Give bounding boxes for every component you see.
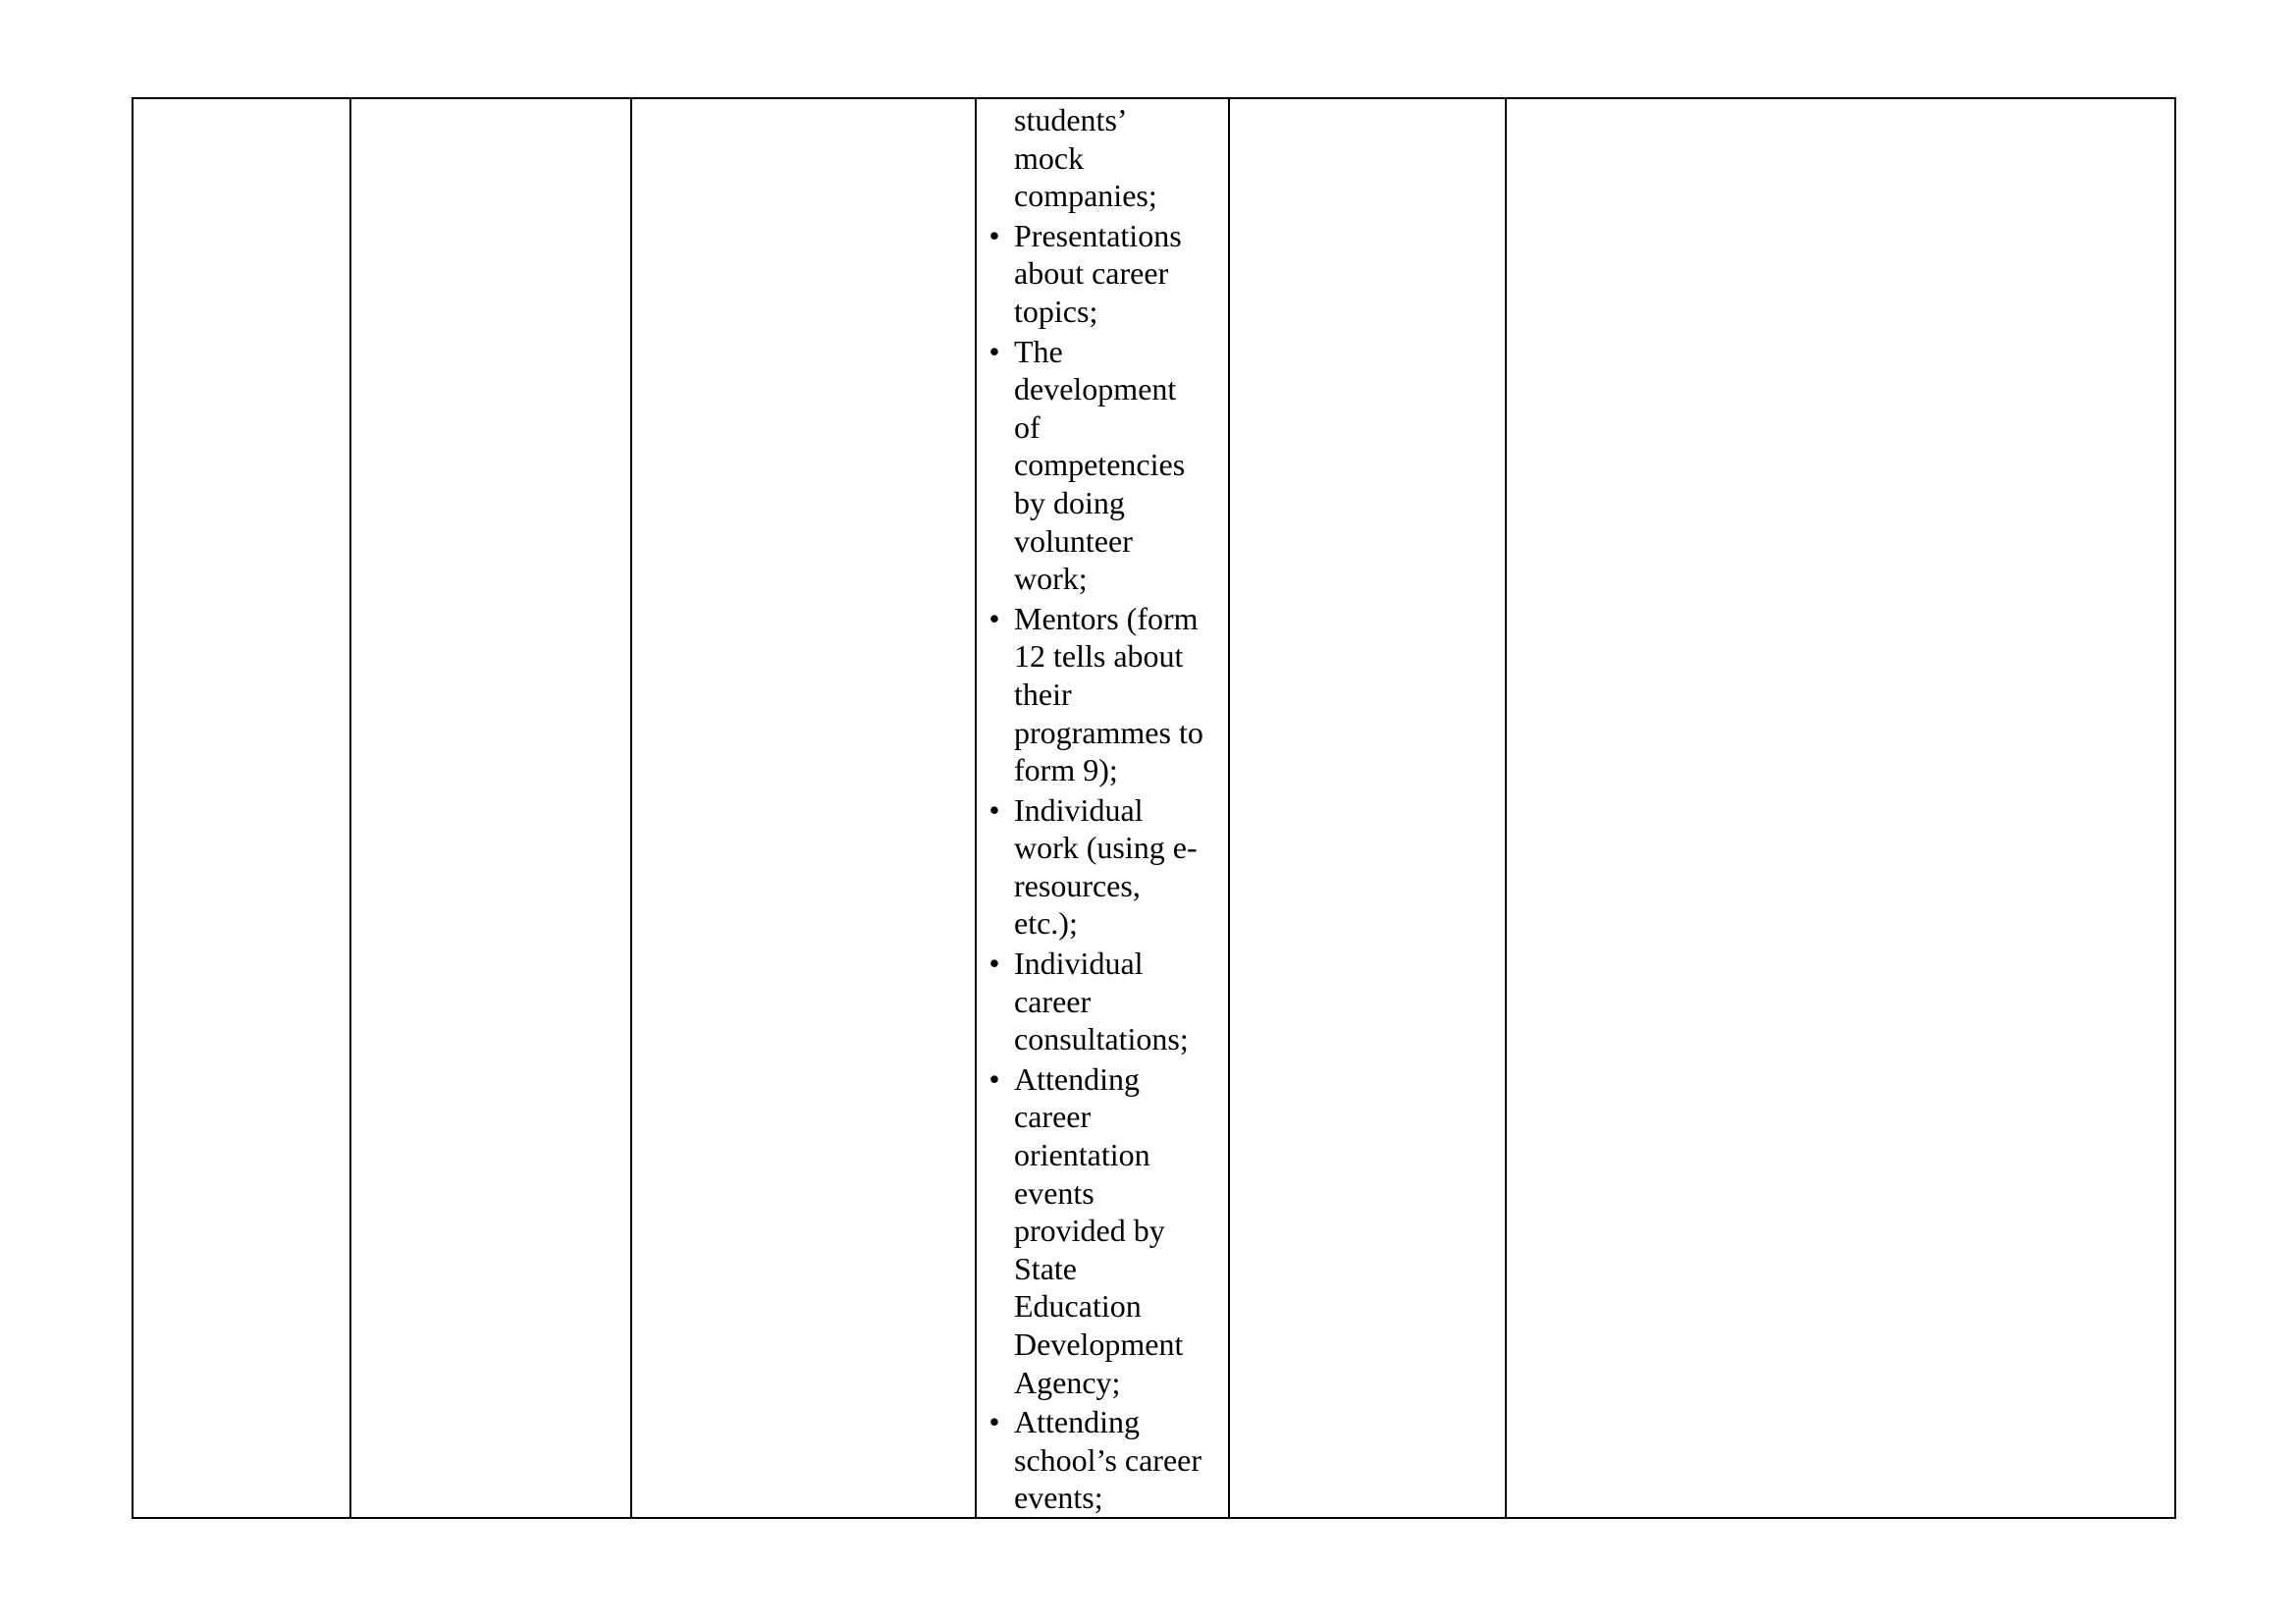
text-line: resources, [1014,867,1141,903]
text-line: events; [1014,1480,1103,1516]
text-line: events [1014,1174,1095,1211]
text-line: career [1014,1099,1092,1135]
text-line: 12 tells about [1014,638,1184,675]
list-item [977,945,1228,1058]
text-line: Individual [1014,791,1144,828]
text-line: Agency; [1014,1364,1121,1400]
activity-bullet-list [977,217,1228,1517]
text-line: State [1014,1250,1077,1286]
bullet-icon: • [988,1404,1000,1440]
table-row [133,98,2175,1518]
table-cell-col1 [133,98,350,1518]
bullet-icon: • [988,1060,1000,1097]
text-line: about career [1014,255,1169,292]
text-line: students’ [1014,102,1128,137]
text-line: mock [1014,139,1085,176]
list-item [977,1403,1228,1517]
text-line: school’s career [1014,1441,1202,1478]
text-line: career [1014,983,1092,1019]
bullet-icon: • [988,791,1000,828]
bullet-icon: • [988,600,1000,636]
text-line: Development [1014,1326,1184,1362]
list-item [977,333,1228,598]
text-line: programmes to [1014,714,1203,750]
list-item [977,600,1228,789]
text-line: Individual [1014,946,1144,982]
text-line: by doing [1014,484,1125,520]
activities-table [132,97,2176,1519]
text-line: topics; [1014,293,1098,329]
list-item [977,1060,1228,1401]
text-line: Mentors (form [1014,600,1199,636]
text-line: consultations; [1014,1021,1189,1057]
table-cell-col5 [1229,98,1506,1518]
text-line: provided by [1014,1213,1165,1249]
text-line: Attending [1014,1060,1140,1097]
text-line: Education [1014,1288,1142,1325]
list-item [977,217,1228,331]
bullet-icon: • [988,946,1000,982]
text-line: work (using e- [1014,830,1198,866]
bullet-icon: • [988,217,1000,253]
list-item [977,791,1228,943]
bullet-icon: • [988,333,1000,369]
text-line: volunteer [1014,522,1133,559]
text-line: work; [1014,561,1088,597]
table-cell-activities [976,98,1229,1518]
continued-item-text [977,101,1228,215]
table-cell-col3 [631,98,976,1518]
text-line: Attending [1014,1404,1140,1440]
table-cell-col6 [1506,98,2175,1518]
text-line: The [1014,333,1063,369]
text-line: competencies [1014,447,1186,483]
text-line: their [1014,676,1072,712]
text-line: development [1014,371,1177,407]
table-cell-col2 [350,98,631,1518]
text-line: of [1014,408,1041,445]
text-line: etc.); [1014,905,1078,942]
text-line: orientation [1014,1137,1150,1173]
text-line: Presentations [1014,217,1182,253]
text-line: form 9); [1014,752,1118,788]
text-line: companies; [1014,178,1157,214]
